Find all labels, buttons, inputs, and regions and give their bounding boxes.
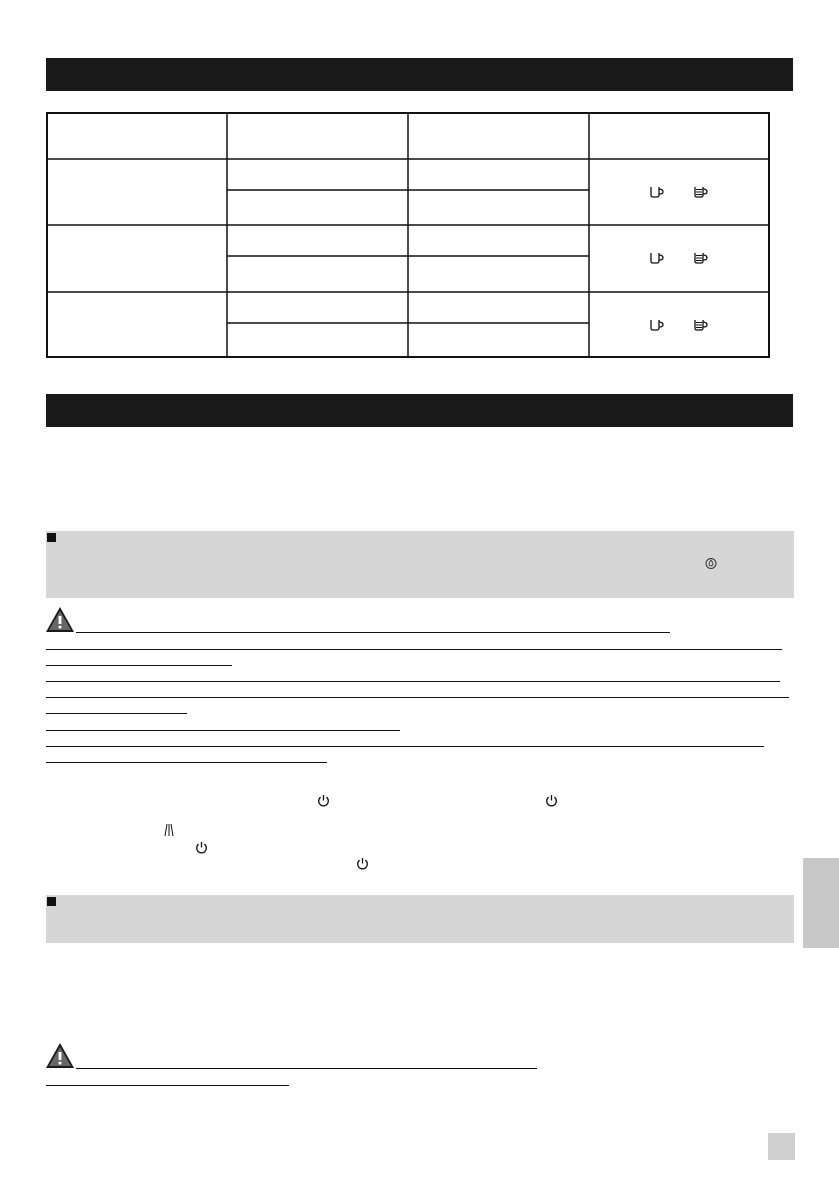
note-box-1 (46, 531, 794, 598)
underline-rule (46, 681, 780, 682)
power-icon (195, 841, 208, 854)
power-icon (356, 857, 369, 870)
single-cup-icon (650, 319, 664, 331)
section-header-bar-2 (46, 394, 793, 427)
underline-rule (46, 697, 789, 698)
underline-rule (46, 746, 764, 747)
note-bullet-square (47, 533, 56, 542)
underline-rule (46, 762, 327, 763)
underline-rule (46, 713, 187, 714)
underline-rule (46, 649, 782, 650)
underline-rule (76, 632, 670, 633)
double-cup-icon (694, 252, 708, 264)
single-cup-icon (650, 186, 664, 198)
water-drop-icon (705, 556, 717, 570)
double-cup-icon (694, 186, 708, 198)
note-bullet-square (47, 897, 56, 906)
underline-rule (46, 665, 232, 666)
power-icon (317, 794, 330, 807)
warning-triangle-icon (45, 606, 75, 633)
section-header-bar-1 (46, 58, 793, 91)
steam-nozzle-icon (164, 823, 174, 837)
underline-rule (46, 1085, 289, 1086)
power-icon (545, 794, 558, 807)
double-cup-icon (694, 319, 708, 331)
warning-triangle-icon (45, 1042, 75, 1069)
note-box-2 (46, 895, 794, 943)
side-section-tab (803, 858, 839, 948)
single-cup-icon (650, 252, 664, 264)
underline-rule (76, 1068, 537, 1069)
page-number-box (768, 1133, 795, 1160)
underline-rule (46, 730, 400, 731)
